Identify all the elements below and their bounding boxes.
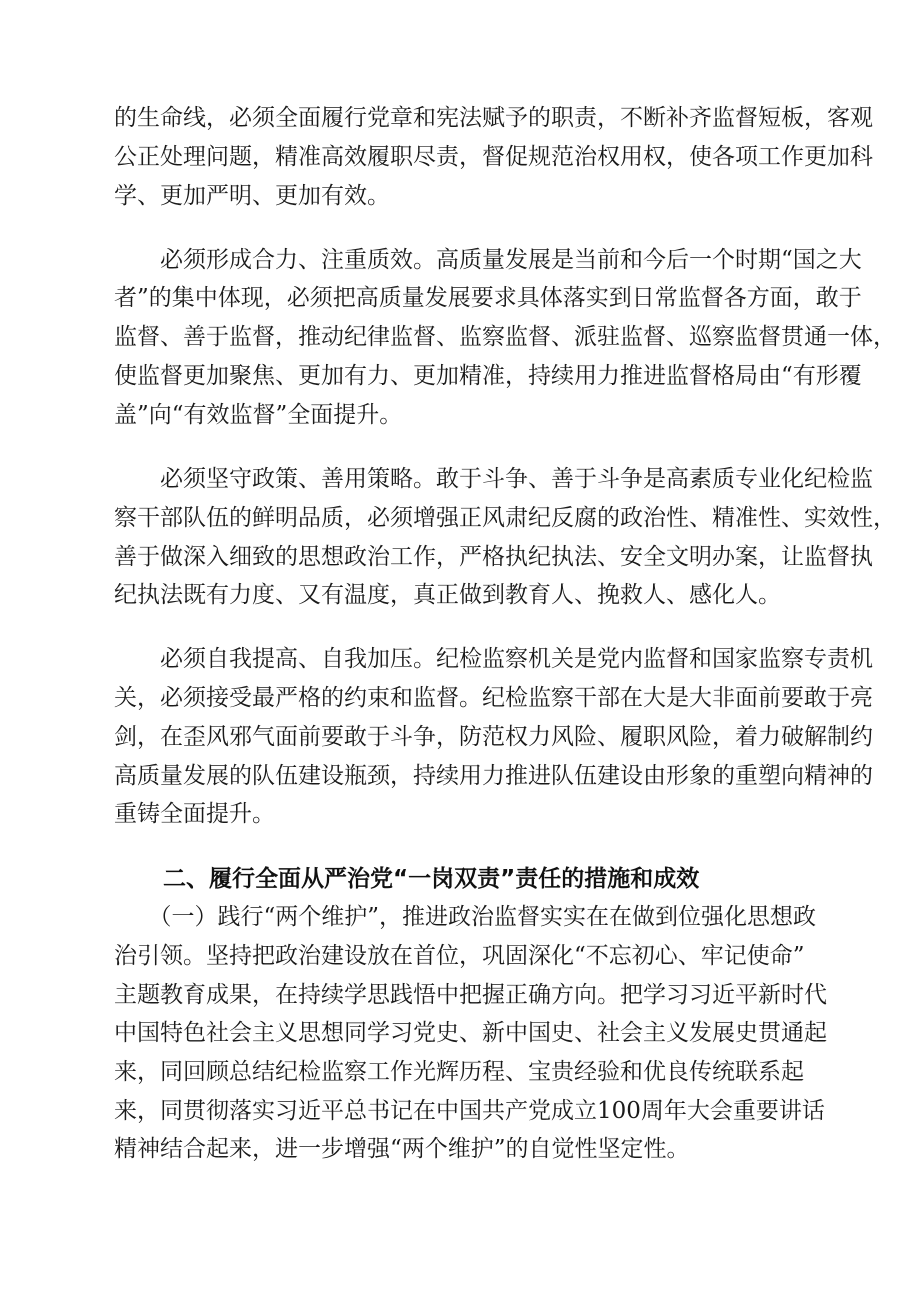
text-line-8: 盖”向“有效监督”全面提升。: [114, 402, 403, 428]
text-line-3: 学、更加严明、更加有效。: [114, 183, 390, 209]
section-heading: 二、履行全面从严治党“一岗双责”责任的措施和成效: [163, 866, 700, 892]
text-line-6: 监督、善于监督，推动纪律监督、监察监督、派驻监督、巡察监督贯通一体，: [114, 324, 896, 350]
text-line-13: 必须自我提高、自我加压。纪检监察机关是党内监督和国家监察专责机: [114, 646, 873, 672]
text-line-20: 主题教育成果，在持续学思践悟中把握正确方向。把学习习近平新时代: [114, 982, 827, 1008]
text-line-19: 治引领。坚持把政治建设放在首位，巩固深化“不忘初心、牢记使命”: [114, 943, 805, 969]
text-line-17: 重铸全面提升。: [114, 801, 275, 827]
text-line-12: 纪执法既有力度、又有温度，真正做到教育人、挽救人、感化人。: [114, 582, 781, 608]
text-line-4: 必须形成合力、注重质效。高质量发展是当前和今后一个时期“国之大: [114, 247, 862, 273]
text-line-15: 剑，在歪风邪气面前要敢于斗争，防范权力风险、履职风险，着力破解制约: [114, 724, 873, 750]
text-line-5: 者”的集中体现，必须把高质量发展要求具体落实到日常监督各方面，敢于: [114, 285, 862, 311]
text-line-23: 来，同贯彻落实习近平总书记在中国共产党成立100周年大会重要讲话: [114, 1098, 825, 1124]
text-line-16: 高质量发展的队伍建设瓶颈，持续用力推进队伍建设由形象的重塑向精神的: [114, 763, 873, 789]
text-line-1: 的生命线，必须全面履行党章和宪法赋予的职责，不断补齐监督短板，客观: [114, 105, 873, 131]
text-line-24: 精神结合起来，进一步增强“两个维护”的自觉性坚定性。: [114, 1136, 690, 1162]
text-line-11: 善于做深入细致的思想政治工作，严格执纪执法、安全文明办案，让监督执: [114, 544, 873, 570]
text-line-21: 中国特色社会主义思想同学习党史、新中国史、社会主义发展史贯通起: [114, 1020, 827, 1046]
text-line-10: 察干部队伍的鲜明品质，必须增强正风肃纪反腐的政治性、精准性、实效性，: [114, 505, 896, 531]
text-line-9: 必须坚守政策、善用策略。敢于斗争、善于斗争是高素质专业化纪检监: [114, 466, 873, 492]
text-line-18: （一）践行“两个维护”，推进政治监督实实在在做到位强化思想政: [114, 904, 817, 930]
text-line-2: 公正处理问题，精准高效履职尽责，督促规范治权用权，使各项工作更加科: [114, 144, 873, 170]
text-line-22: 来，同回顾总结纪检监察工作光辉历程、宝贵经验和优良传统联系起: [114, 1059, 804, 1085]
text-line-14: 关，必须接受最严格的约束和监督。纪检监察干部在大是大非面前要敢于亮: [114, 685, 873, 711]
text-line-7: 使监督更加聚焦、更加有力、更加精准，持续用力推进监督格局由“有形覆: [114, 363, 862, 389]
